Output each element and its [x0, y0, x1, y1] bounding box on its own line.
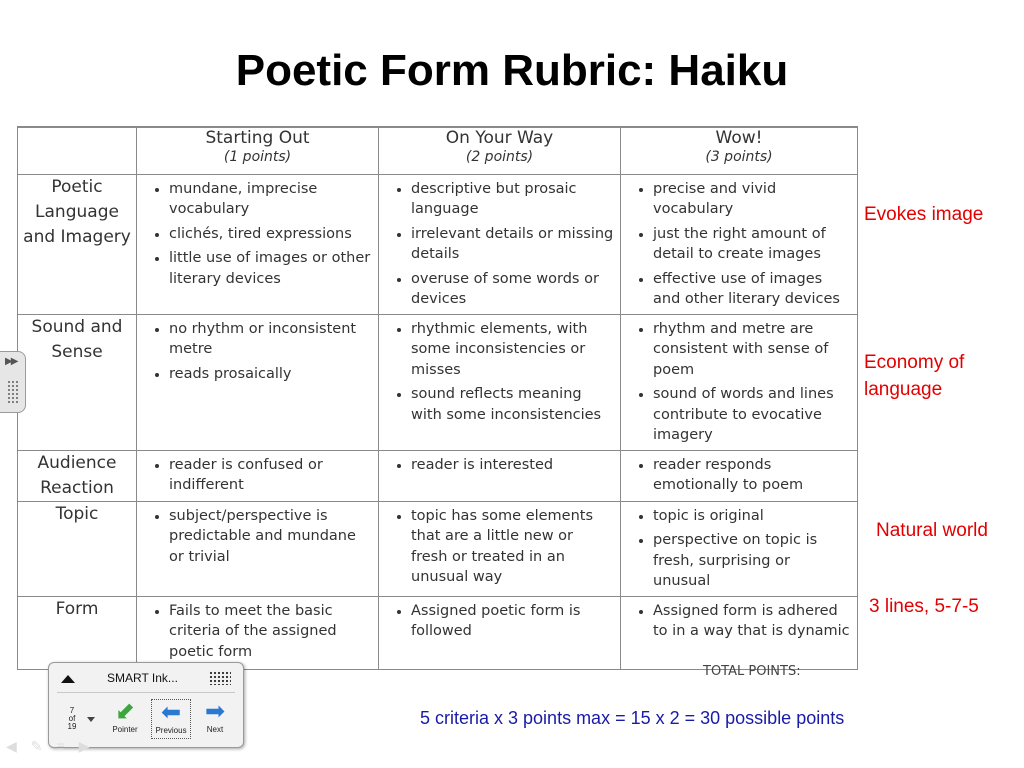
- pointer-arrow-icon: ⬋: [114, 698, 136, 725]
- previous-label: Previous: [155, 726, 187, 735]
- onway-cell: [379, 450, 621, 501]
- toolbar-divider: [57, 692, 235, 693]
- header-name: Starting Out: [205, 128, 310, 148]
- triangle-up-icon[interactable]: [61, 675, 75, 683]
- descriptor: • irrelevant details or missing details: [411, 224, 614, 265]
- note-natural-world: Natural world: [876, 520, 988, 541]
- keyboard-icon[interactable]: [209, 671, 231, 685]
- criterion-cell: Sound and Sense: [18, 314, 137, 450]
- criterion-cell: Poetic Language and Imagery: [18, 174, 137, 314]
- descriptor: • Fails to meet the basic criteria of the assigned poetic form: [169, 601, 372, 663]
- header-name: On Your Way: [445, 128, 554, 148]
- descriptor: • no rhythm or inconsistent metre: [169, 319, 372, 360]
- descriptor: • perspective on topic is fresh, surprising or unusual: [653, 530, 851, 592]
- rubric-row-audience: [18, 450, 858, 501]
- page-total: 19: [67, 722, 77, 731]
- wow-cell: [621, 501, 858, 596]
- wow-cell: [621, 450, 858, 501]
- starting-cell: [137, 596, 379, 669]
- grip-icon: [7, 380, 19, 404]
- onway-cell: [379, 501, 621, 596]
- header-points: (1 points): [223, 149, 292, 165]
- slideshow-nav: [6, 738, 103, 755]
- descriptor: • rhythmic elements, with some inconsistencies or misses: [411, 319, 614, 381]
- rubric-table: [17, 126, 858, 670]
- pointer-label: Pointer: [112, 725, 138, 734]
- menu-icon[interactable]: ≡: [56, 738, 79, 754]
- next-label: Next: [206, 725, 224, 734]
- header-wow: [621, 127, 858, 174]
- header-points: (2 points): [465, 149, 534, 165]
- side-panel-tab[interactable]: [0, 351, 26, 413]
- descriptor: • reads prosaically: [169, 364, 372, 385]
- rubric-row-sound: [18, 314, 858, 450]
- header-starting-out: [137, 127, 379, 174]
- criterion-cell: Form: [18, 596, 137, 669]
- descriptor: • sound reflects meaning with some inconsistencies: [411, 384, 614, 425]
- descriptor: • precise and vivid vocabulary: [653, 179, 851, 220]
- descriptor: • just the right amount of detail to create images: [653, 224, 851, 265]
- total-points-label: TOTAL POINTS:: [703, 664, 801, 679]
- descriptor: • reader responds emotionally to poem: [653, 455, 851, 496]
- criterion-cell: Audience Reaction: [18, 450, 137, 501]
- descriptor: • Assigned form is adhered to in a way that is dynamic: [653, 601, 851, 642]
- rubric-row-topic: [18, 501, 858, 596]
- right-arrow-icon: ➡: [204, 698, 226, 725]
- header-on-your-way: [379, 127, 621, 174]
- next-button[interactable]: [195, 699, 235, 739]
- descriptor: • topic has some elements that are a little new or fresh or treated in an unusual way: [411, 506, 614, 588]
- smart-ink-toolbar: [48, 662, 244, 748]
- criterion-cell: Topic: [18, 501, 137, 596]
- back-arrow-icon[interactable]: ◀: [6, 738, 31, 754]
- wow-cell: [621, 174, 858, 314]
- pen-icon[interactable]: ✎: [30, 738, 57, 754]
- descriptor: • Assigned poetic form is followed: [411, 601, 614, 642]
- chevron-down-icon[interactable]: [87, 717, 95, 722]
- header-points: (3 points): [705, 149, 773, 165]
- pointer-button[interactable]: [105, 699, 145, 739]
- descriptor: • subject/perspective is predictable and mundane or trivial: [169, 506, 372, 568]
- page-indicator[interactable]: [66, 707, 78, 731]
- onway-cell: [379, 596, 621, 669]
- onway-cell: [379, 314, 621, 450]
- starting-cell: [137, 450, 379, 501]
- slide-title: Poetic Form Rubric: Haiku: [235, 46, 789, 95]
- descriptor: • reader is interested: [411, 455, 614, 476]
- expand-arrows-icon: ▶▶: [5, 356, 17, 367]
- descriptor: • clichés, tired expressions: [169, 224, 372, 245]
- wow-cell: [621, 314, 858, 450]
- descriptor: • sound of words and lines contribute to evocative imagery: [653, 384, 851, 446]
- points-formula: 5 criteria x 3 points max = 15 x 2 = 30 possible points: [420, 708, 845, 728]
- note-lines: 3 lines, 5-7-5: [869, 596, 979, 617]
- forward-arrow-icon[interactable]: ▶: [78, 738, 104, 754]
- descriptor: • descriptive but prosaic language: [411, 179, 614, 220]
- rubric-row-language: [18, 174, 858, 314]
- descriptor: • overuse of some words or devices: [411, 269, 614, 310]
- descriptor: • rhythm and metre are consistent with sense of poem: [653, 319, 851, 381]
- onway-cell: [379, 174, 621, 314]
- note-evokes-image: Evokes image: [864, 204, 984, 225]
- descriptor: • effective use of images and other literary devices: [653, 269, 851, 310]
- descriptor: • little use of images or other literary devices: [169, 248, 372, 289]
- starting-cell: [137, 314, 379, 450]
- page-of: of: [68, 714, 76, 723]
- wow-cell: [621, 596, 858, 669]
- rubric-row-form: [18, 596, 858, 669]
- rubric-header-row: [18, 127, 858, 174]
- descriptor: • mundane, imprecise vocabulary: [169, 179, 372, 220]
- descriptor: • reader is confused or indifferent: [169, 455, 372, 496]
- smart-ink-label[interactable]: SMART Ink...: [107, 671, 178, 685]
- descriptor: • topic is original: [653, 506, 851, 527]
- previous-button[interactable]: [151, 699, 191, 739]
- left-arrow-icon: ⬅: [160, 699, 182, 726]
- header-name: Wow!: [715, 128, 763, 148]
- starting-cell: [137, 174, 379, 314]
- note-economy: Economy of language: [864, 352, 965, 400]
- starting-cell: [137, 501, 379, 596]
- header-criterion: [18, 127, 137, 174]
- page-current: 7: [69, 706, 75, 715]
